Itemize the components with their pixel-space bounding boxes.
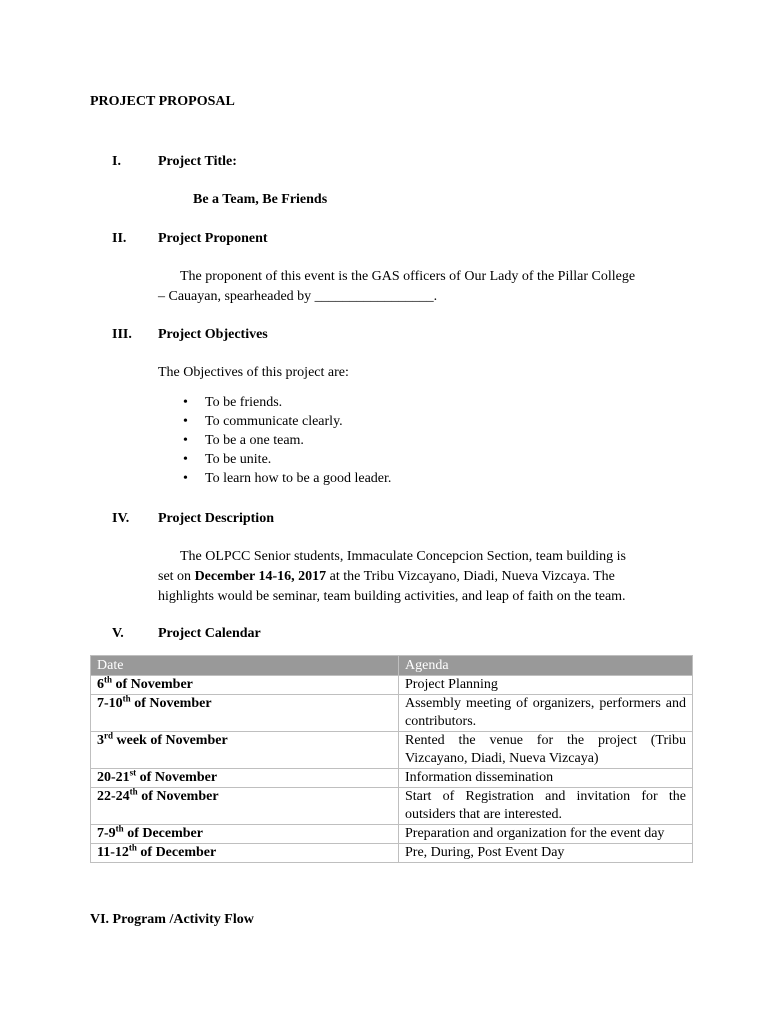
- calendar-agenda-cell: Pre, During, Post Event Day: [399, 844, 693, 863]
- proponent-line-2: – Cauayan, spearheaded by _________________.: [158, 289, 438, 304]
- calendar-date-cell: [91, 825, 399, 844]
- calendar-agenda-cell: Preparation and organization for the event day: [399, 825, 693, 844]
- list-item: • To be friends.: [180, 393, 391, 412]
- date-number: 11-12: [97, 845, 129, 860]
- section-5-number: V.: [112, 626, 124, 641]
- calendar-agenda-cell: Start of Registration and invitation for the outsiders that are interested.: [399, 788, 693, 825]
- section-4-number: IV.: [112, 511, 130, 526]
- date-month: of November: [136, 770, 218, 785]
- date-ordinal: st: [129, 767, 137, 778]
- calendar-agenda-cell: Project Planning: [399, 676, 693, 695]
- document-title: PROJECT PROPOSAL: [90, 94, 235, 109]
- table-row: [91, 788, 693, 825]
- table-header-row: [91, 656, 693, 676]
- calendar-agenda-cell: Assembly meeting of organizers, performers and contributors.: [399, 695, 693, 732]
- header-date: Date: [91, 656, 399, 676]
- objectives-intro: The Objectives of this project are:: [158, 365, 349, 380]
- proponent-line-1: The proponent of this event is the GAS officers of Our Lady of the Pillar College: [180, 269, 636, 284]
- date-month: of November: [137, 789, 219, 804]
- table-row: [91, 695, 693, 732]
- section-2-number: II.: [112, 231, 127, 246]
- date-number: 22-24: [97, 789, 130, 804]
- list-item: • To learn how to be a good leader.: [180, 469, 391, 488]
- date-month: of November: [130, 696, 212, 711]
- table-row: [91, 676, 693, 695]
- objectives-list: [180, 393, 391, 488]
- date-ordinal: rd: [104, 730, 113, 741]
- date-number: 7-10: [97, 696, 123, 711]
- description-line-2: [158, 567, 718, 587]
- date-month: of November: [112, 677, 193, 692]
- project-title-value: Be a Team, Be Friends: [193, 192, 328, 207]
- section-1-heading: Project Title:: [158, 154, 237, 169]
- calendar-date-cell: [91, 769, 399, 788]
- proponent-paragraph: [158, 267, 698, 307]
- description-line-3: highlights would be seminar, team building activities, and leap of faith on the team.: [158, 589, 626, 604]
- header-agenda: Agenda: [399, 656, 693, 676]
- date-month: of December: [123, 826, 203, 841]
- list-item: • To be unite.: [180, 450, 391, 469]
- calendar-date-cell: [91, 788, 399, 825]
- date-ordinal: th: [129, 786, 138, 797]
- date-ordinal: th: [122, 693, 131, 704]
- section-4-heading: Project Description: [158, 511, 274, 526]
- table-row: [91, 732, 693, 769]
- event-date: December 14-16, 2017: [194, 569, 327, 584]
- calendar-date-cell: [91, 695, 399, 732]
- section-3-heading: Project Objectives: [158, 327, 268, 342]
- section-6-heading: VI. Program /Activity Flow: [90, 912, 254, 927]
- section-1-number: I.: [112, 154, 121, 169]
- calendar-date-cell: [91, 676, 399, 695]
- list-item: • To be a one team.: [180, 431, 391, 450]
- date-ordinal: th: [128, 842, 137, 853]
- date-number: 3: [97, 733, 104, 748]
- date-ordinal: th: [104, 674, 113, 685]
- section-2-heading: Project Proponent: [158, 231, 268, 246]
- section-5-heading: Project Calendar: [158, 626, 261, 641]
- calendar-agenda-cell: Rented the venue for the project (Tribu Vizcayano, Diadi, Nueva Vizcaya): [399, 732, 693, 769]
- calendar-date-cell: [91, 732, 399, 769]
- date-ordinal: th: [115, 823, 124, 834]
- calendar-table: [90, 655, 693, 863]
- description-text: set on: [158, 569, 195, 584]
- description-text: at the Tribu Vizcayano, Diadi, Nueva Vizcaya. The: [326, 569, 615, 584]
- description-line-1: The OLPCC Senior students, Immaculate Concepcion Section, team building is: [180, 549, 626, 564]
- table-row: [91, 825, 693, 844]
- date-month: week of November: [113, 733, 228, 748]
- date-month: of December: [136, 845, 217, 860]
- calendar-agenda-cell: Information dissemination: [399, 769, 693, 788]
- section-3-number: III.: [112, 327, 132, 342]
- description-paragraph: [158, 547, 718, 607]
- table-row: [91, 844, 693, 863]
- date-number: 20-21: [97, 770, 130, 785]
- calendar-date-cell: [91, 844, 399, 863]
- date-number: 7-9: [97, 826, 116, 841]
- list-item: • To communicate clearly.: [180, 412, 391, 431]
- date-number: 6: [97, 677, 104, 692]
- table-row: [91, 769, 693, 788]
